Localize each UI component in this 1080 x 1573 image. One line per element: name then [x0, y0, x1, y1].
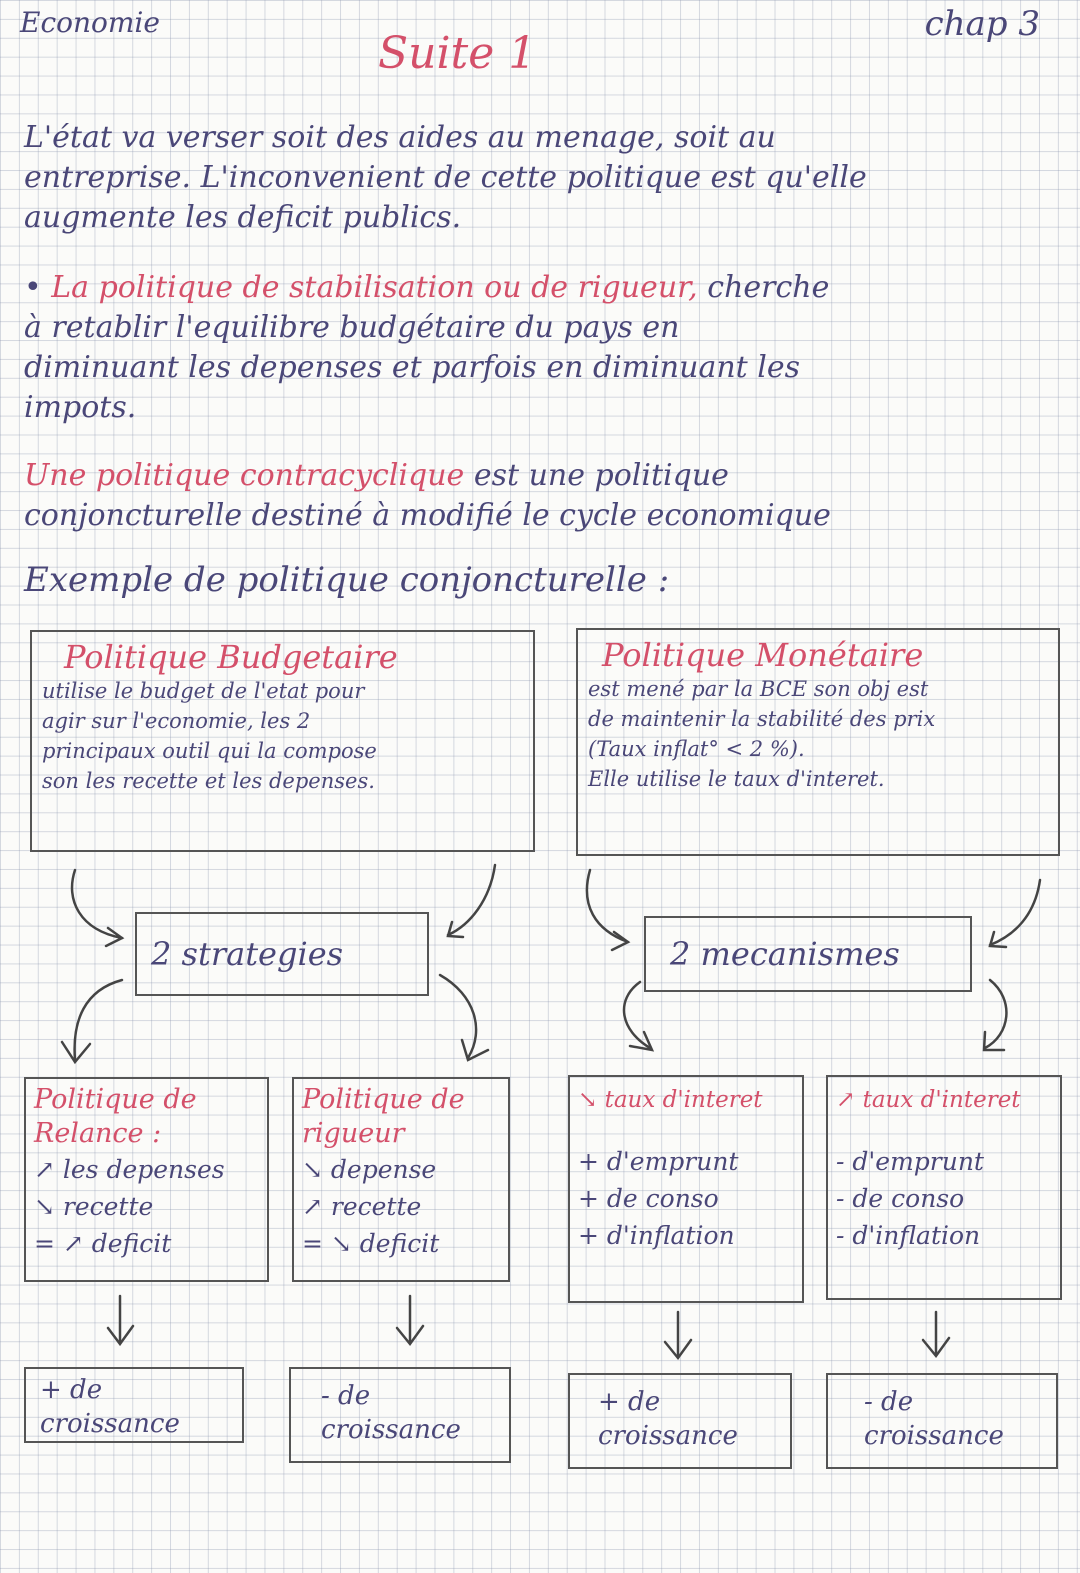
stabilisation-term: La politique de stabilisation ou de rigueur, — [51, 270, 698, 305]
result-bottom: croissance — [598, 1421, 738, 1451]
bullet-icon: • — [24, 270, 42, 305]
intro-line: augmente les deficit publics. — [24, 200, 462, 235]
hausse-taux-title: ↗ taux d'interet — [836, 1087, 1021, 1113]
contracyclique-rest: est une politique — [473, 458, 729, 493]
result-top: + de — [598, 1387, 661, 1417]
arrow-mec-right-icon — [985, 980, 1006, 1048]
rigueur-line: ↘ depense — [302, 1155, 437, 1184]
hausse-taux-line: - de conso — [836, 1184, 965, 1213]
stabilisation-rest: cherche — [707, 270, 830, 305]
monetaire-line: est mené par la BCE son obj est — [588, 677, 929, 701]
budgetaire-line: principaux outil qui la compose — [42, 739, 377, 763]
rigueur-line: ↗ recette — [302, 1192, 422, 1221]
result-bottom: croissance — [864, 1421, 1004, 1451]
rigueur-title: Politique de rigueur — [302, 1084, 465, 1149]
arrow-strat-left-icon — [75, 980, 122, 1060]
budgetaire-line: utilise le budget de l'etat pour — [42, 679, 365, 703]
arrow-mon-left-icon — [587, 870, 628, 942]
contracyclique-term: Une politique contracyclique — [24, 458, 465, 493]
relance-line: ↘ recette — [34, 1192, 154, 1221]
arrow-budget-left-icon — [72, 870, 122, 938]
mecanismes-label: 2 mecanismes — [670, 935, 900, 973]
monetaire-line: (Taux inflat° < 2 %). — [588, 737, 805, 761]
rigueur-line: = ↘ deficit — [302, 1229, 440, 1258]
result-top: - de — [321, 1381, 371, 1411]
intro-line: entreprise. L'inconvenient de cette politique est qu'elle — [24, 160, 867, 195]
page-title: Suite 1 — [378, 28, 537, 79]
contracyclique-line: conjoncturelle destiné à modifié le cycle economique — [24, 498, 831, 533]
hausse-taux-line: - d'inflation — [836, 1221, 981, 1250]
strategies-label: 2 strategies — [151, 935, 344, 973]
monetaire-line: de maintenir la stabilité des prix — [588, 707, 936, 731]
relance-title: Politique de Relance : — [34, 1084, 197, 1149]
result-bottom: croissance — [40, 1409, 180, 1439]
baisse-taux-line: + d'emprunt — [578, 1147, 739, 1176]
subject-heading: Economie — [20, 6, 160, 39]
example-heading: Exemple de politique conjoncturelle : — [24, 560, 670, 600]
arrow-mon-right-icon — [990, 880, 1040, 945]
baisse-taux-line: + d'inflation — [578, 1221, 735, 1250]
hausse-taux-line: - d'emprunt — [836, 1147, 984, 1176]
monetaire-line: Elle utilise le taux d'interet. — [588, 767, 885, 791]
stabilisation-line: impots. — [24, 390, 137, 425]
baisse-taux-line: + de conso — [578, 1184, 719, 1213]
budgetaire-title: Politique Budgetaire — [64, 638, 398, 676]
arrow-budget-right-icon — [448, 865, 495, 935]
intro-line: L'état va verser soit des aides au menage, soit au — [24, 120, 776, 155]
relance-line: ↗ les depenses — [34, 1155, 225, 1184]
budgetaire-line: agir sur l'economie, les 2 — [42, 709, 311, 733]
arrow-strat-right-icon — [440, 975, 476, 1058]
baisse-taux-title: ↘ taux d'interet — [578, 1087, 763, 1113]
result-top: + de — [40, 1375, 103, 1405]
stabilisation-line: diminuant les depenses et parfois en diminuant les — [24, 350, 800, 385]
chapter-label: chap 3 — [924, 4, 1040, 44]
stabilisation-line: à retablir l'equilibre budgétaire du pays en — [24, 310, 680, 345]
result-top: - de — [864, 1387, 914, 1417]
budgetaire-line: son les recette et les depenses. — [42, 769, 375, 793]
arrow-head-icon — [62, 1042, 90, 1062]
monetaire-title: Politique Monétaire — [602, 636, 924, 674]
relance-line: = ↗ deficit — [34, 1229, 172, 1258]
result-bottom: croissance — [321, 1415, 461, 1445]
